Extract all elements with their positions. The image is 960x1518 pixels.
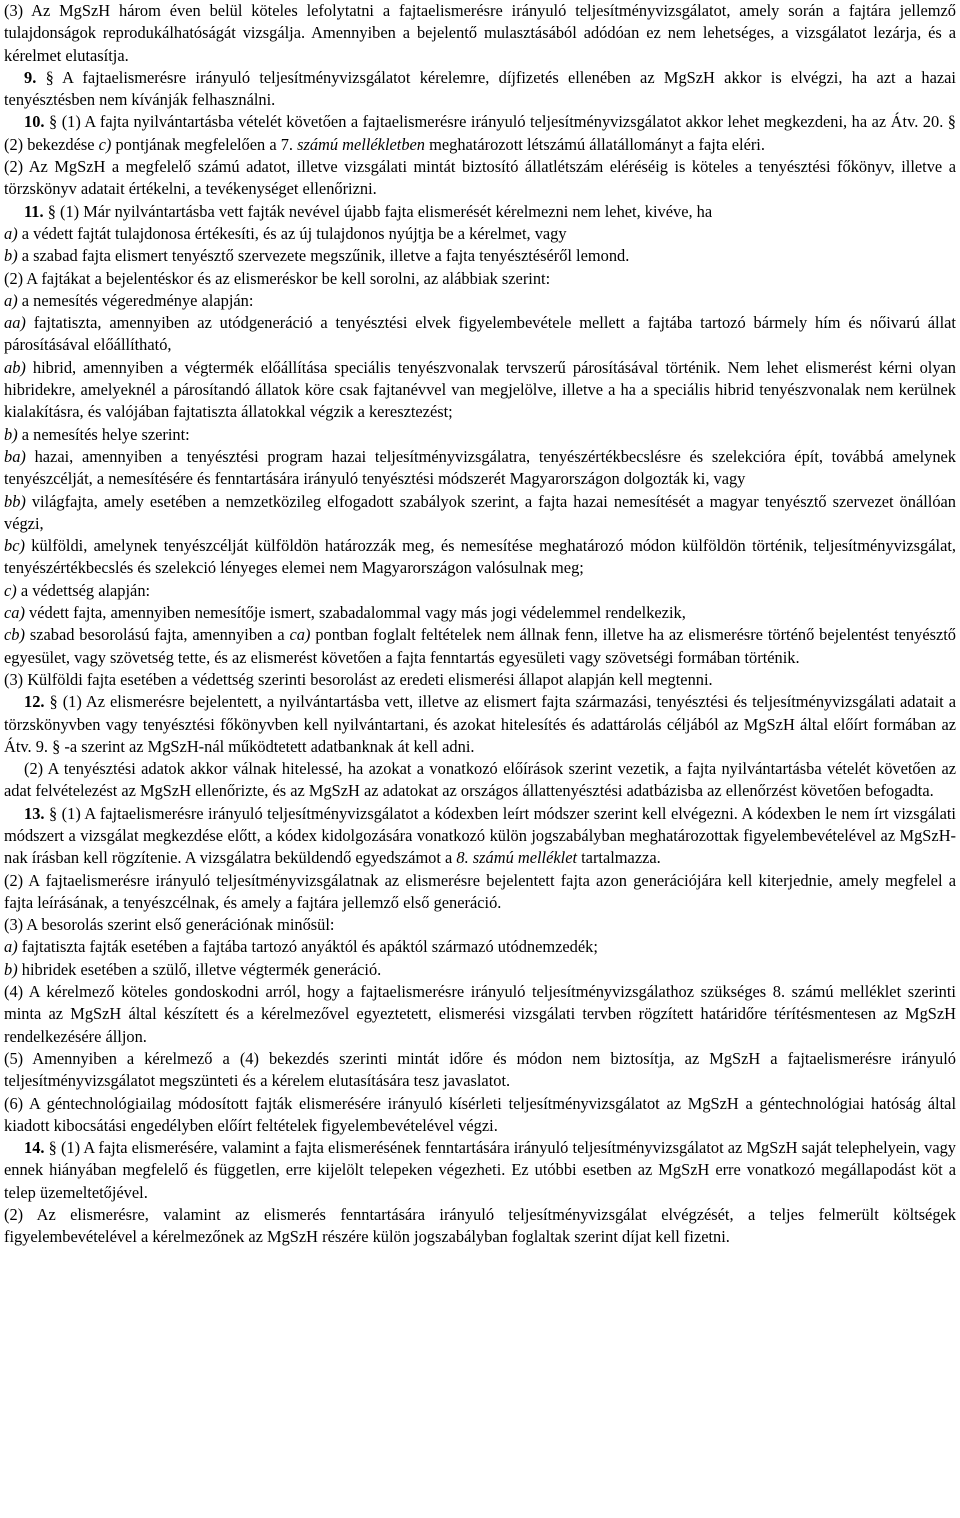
section-number: 14. — [24, 1138, 45, 1158]
paragraph — [4, 245, 956, 267]
text-run: hazai, amennyiben a tenyésztési program hazai teljesítményvizsgálatra, tenyészértékbecslésre és szelekcióra épít, továbbá amelynek tenyészcélját, a nemesítésére és fenntartására irányuló tenyésztési módszerét Magyarországon dolgozták ki, vagy — [4, 446, 956, 489]
paragraph — [4, 446, 956, 491]
text-run: (2) A tenyésztési adatok akkor válnak hitelessé, ha azokat a vonatkozó előírások szerint vezetik, a fajta nyilvántartásba vételét követően az adat felvételezést az MgSzH ellenőrizte, és az MgSzH az adatokat az országos állattenyésztési adatbázisba az ellenőrzést követően befogadta. — [4, 759, 956, 801]
point-label: c) — [4, 580, 17, 600]
text-run: védett fajta, amennyiben nemesítője ismert, szabadalommal vagy más jogi védelemmel rendelkezik, — [24, 603, 686, 623]
text-run: a védettség alapján: — [16, 580, 151, 600]
paragraph — [4, 936, 956, 958]
paragraph — [4, 669, 956, 691]
point-label: a) — [4, 290, 18, 310]
paragraph — [4, 1048, 956, 1093]
paragraph — [4, 223, 956, 245]
paragraph — [4, 111, 956, 156]
paragraph — [4, 268, 956, 290]
text-run: tartalmazza. — [577, 848, 661, 868]
paragraph — [4, 357, 956, 424]
point-label: ab) — [4, 357, 26, 377]
text-run: (2) A fajtákat a bejelentéskor és az elismeréskor be kell sorolni, az alábbiak szerint: — [4, 268, 551, 288]
section-number: 10. — [24, 112, 45, 132]
paragraph — [4, 758, 956, 803]
point-label: c) — [98, 134, 112, 154]
point-label: ba) — [4, 446, 26, 466]
point-label: 8. számú melléklet — [456, 848, 578, 868]
paragraph — [4, 1137, 956, 1204]
point-label: cb) — [4, 625, 25, 645]
section-number: 13. — [24, 803, 45, 823]
text-run: (3) Az MgSzH három éven belül köteles lefolytatni a fajtaelismerésre irányuló teljesítményvizsgálatot, amely során a fajtára jellemző tulajdonságok reprodukálhatóságát vizsgálja. Amennyiben a bejelentő mulasztásából adódóan ez nem lehetséges, a vizsgálatot lezárja, és a kérelmet elutasítja. — [4, 1, 956, 65]
point-label: b) — [4, 246, 18, 266]
text-run: fajtatiszta, amennyiben az utódgeneráció a tenyésztési elvek figyelembevétele mellett a fajtába tartozó bármely hím és nőivarú állat párosításával előállítható, — [4, 313, 956, 355]
section-number: 12. — [24, 692, 45, 712]
text-run: § (1) A fajta elismerésére, valamint a fajta elismerésének fenntartására irányuló teljesítményvizsgálatot az MgSzH saját telephelyein, vagy ennek hiányában megfelelő és független, erre kijelölt telepeken végezheti. Ez utóbbi esetben az MgSzH erre vonatkozó megállapodást köt a telep üzemeltetőjével. — [4, 1138, 956, 1202]
text-run: (6) A géntechnológiailag módosított fajták elismerésére irányuló kísérleti teljesítményvizsgálatot az MgSzH a géntechnológiai hatóság által kiadott kibocsátási engedélyben előírt feltételek figyelembevételével végzi. — [4, 1093, 956, 1135]
text-run: (3) A besorolás szerint első generációnak minősül: — [4, 915, 335, 935]
text-run: (5) Amennyiben a kérelmező a (4) bekezdés szerinti mintát időre és módon nem biztosítja, az MgSzH a fajtaelismerésre irányuló teljesítményvizsgálatot megszünteti és a kérelem elutasítására tesz javaslatot. — [4, 1048, 956, 1091]
paragraph — [4, 67, 956, 112]
text-run: (2) A fajtaelismerésre irányuló teljesítményvizsgálatnak az elismerésre bejelentett fajta azon generációjára kell kiterjednie, amely megfelel a fajta leírásának, a tenyészcélnak, és amely a fajtára jellemző első generáció. — [4, 870, 956, 912]
paragraph — [4, 1093, 956, 1138]
paragraph — [4, 914, 956, 936]
paragraph — [4, 1204, 956, 1249]
point-label: b) — [4, 959, 18, 979]
point-label: aa) — [4, 313, 26, 333]
text-run: a védett fajtát tulajdonosa értékesíti, és az új tulajdonos nyújtja be a kérelmet, vagy — [17, 223, 567, 243]
text-run: § (1) A fajtaelismerésre irányuló teljesítményvizsgálatot a kódexben leírt módszer szerint kell elvégezni. A kódexben le nem írt vizsgálati módszert a vizsgálat megkezdése előtt, a kódex kidolgozására vonatkozó külön jogszabályban meghatározottak figyelembevételével az MgSzH-nak írásban kell rögzítenie. A vizsgálatra beküldendő egyedszámot a — [4, 803, 956, 868]
point-label: számú mellékletben — [297, 134, 425, 154]
paragraph — [4, 981, 956, 1048]
text-run: meghatározott létszámú állatállományt a fajta eléri. — [425, 134, 765, 154]
text-run: § (1) A fajta nyilvántartásba vételét követően a fajtaelismerésre irányuló teljesítményvizsgálatot akkor lehet megkezdeni, ha az Átv. 20. § (2) bekezdése — [4, 112, 956, 154]
paragraph — [4, 624, 956, 669]
point-label: a) — [4, 937, 18, 957]
paragraph — [4, 535, 956, 580]
point-label: b) — [4, 424, 18, 444]
text-run: fajtatiszta fajták esetében a fajtába tartozó anyáktól és apáktól származó utódnemzedék; — [17, 937, 598, 957]
text-run: hibrid, amennyiben a végtermék előállítása speciális tenyészvonalak tervszerű párosításával történik. Nem lehet elismerést kérni olyan hibridekre, amelyeknél a párosítandó állatok köre csak fajtanévvel van megjelölve, illetve a ha a speciális hibrid tenyészvonalak nem kerülnek kialakításra, és valójában fajtatiszta állatokkal végzik a keresztezést; — [4, 357, 956, 422]
text-run: pontban foglalt feltételek nem állnak fenn, illetve ha az elismerésre történő bejelentést tenyésztő egyesület, vagy szövetség tette, és az elismerést követően a fajta fenntartás egyesületi vagy szövetségi formában történik. — [4, 625, 957, 667]
section-number: 11. — [24, 201, 44, 221]
text-run: hibridek esetében a szülő, illetve végtermék generáció. — [17, 959, 382, 979]
text-run: világfajta, amely esetében a nemzetközileg elfogadott szabályok szerint, a fajta hazai nemesítését a magyar tenyésztő szervezet önállóan végzi, — [4, 491, 956, 533]
text-run: (4) A kérelmező köteles gondoskodni arról, hogy a fajtaelismerésre irányuló teljesítményvizsgálathoz szükséges 8. számú melléklet szerinti minta az MgSzH által készített és a kérelmezővel egyeztetett, elismerési vizsgálati tervben rögzített határidőre térítésmentesen az MgSzH rendelkezésére álljon. — [4, 982, 956, 1046]
paragraph — [4, 156, 956, 201]
text-run: külföldi, amelynek tenyészcélját külföldön határozzák meg, és nemesítése meghatározó módon külföldön történik, teljesítményvizsgálat, tenyészértékbecslés és szelekció lényeges elemei nem Magyarországon valósulnak meg; — [4, 536, 956, 578]
point-label: a) — [4, 223, 18, 243]
paragraph — [4, 959, 956, 981]
text-run: § A fajtaelismerésre irányuló teljesítményvizsgálatot kérelemre, díjfizetés ellenében az MgSzH akkor is elvégzi, ha azt a hazai tenyésztésben nem kívánják felhasználni. — [4, 67, 956, 110]
text-run: a nemesítés végeredménye alapján: — [17, 290, 254, 310]
paragraph — [4, 0, 956, 67]
point-label: ca) — [4, 603, 25, 623]
paragraph — [4, 491, 956, 536]
paragraph — [4, 424, 956, 446]
paragraph — [4, 312, 956, 357]
text-run: § (1) Már nyilvántartásba vett fajták nevével újabb fajta elismerését kérelmezni nem lehet, kivéve, ha — [43, 201, 713, 221]
text-run: pontjának megfelelően a 7. — [111, 134, 298, 154]
paragraph — [4, 580, 956, 602]
paragraph — [4, 290, 956, 312]
text-run: § (1) Az elismerésre bejelentett, a nyilvántartásba vett, illetve az elismert fajta származási, tenyésztési és teljesítményvizsgálati adatait a törzskönyvben vagy tenyésztési főkönyvben kell nyilvántartani, és azokat hitelesítés és adattárolás céljából az MgSzH által előírt formában az Átv. 9. § -a szerint az MgSzH-nál működtetett adatbanknak át kell adni. — [4, 692, 956, 756]
paragraph — [4, 691, 956, 758]
paragraph — [4, 870, 956, 915]
text-run: (2) Az elismerésre, valamint az elismerés fenntartására irányuló teljesítményvizsgálat elvégzését, a teljes felmerült költségek figyelembevételével a kérelmezőnek az MgSzH részére külön jogszabályban foglaltak szerint díjat kell fizetni. — [4, 1205, 956, 1247]
point-label: bb) — [4, 491, 26, 511]
text-run: szabad besorolású fajta, amennyiben a — [24, 625, 290, 645]
paragraph — [4, 201, 956, 223]
text-run: (2) Az MgSzH a megfelelő számú adatot, illetve vizsgálati mintát biztosító állatlétszám eléréséig is köteles a tenyésztési főkönyv, illetve a törzskönyv adatait értékelni, a tevékenységet ellenőrizni. — [4, 157, 956, 199]
section-number: 9. — [24, 67, 37, 87]
paragraph — [4, 803, 956, 870]
point-label: bc) — [4, 536, 25, 556]
text-run: a nemesítés helye szerint: — [17, 424, 190, 444]
point-label: ca) — [289, 625, 311, 645]
paragraph — [4, 602, 956, 624]
text-run: (3) Külföldi fajta esetében a védettség szerinti besorolást az eredeti elismerési állapot alapján kell megtenni. — [4, 669, 713, 689]
text-run: a szabad fajta elismert tenyésztő szervezete megszűnik, illetve a fajta tenyésztéséről lemond. — [17, 246, 630, 266]
